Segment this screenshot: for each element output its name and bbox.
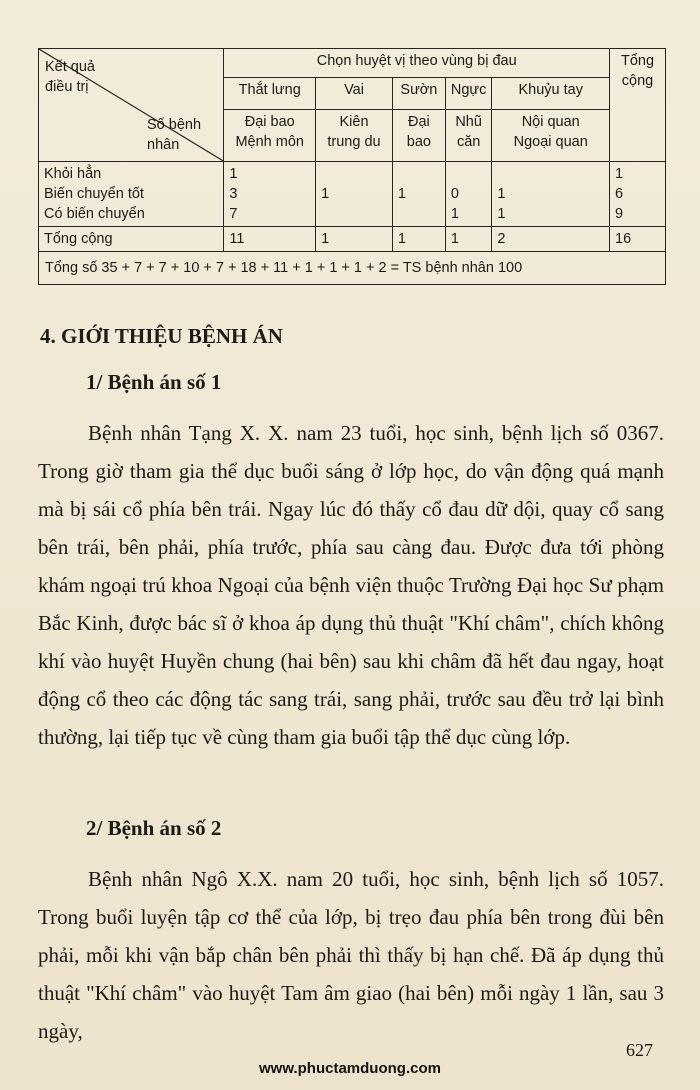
table-cell — [451, 164, 487, 184]
total-header-line1: Tổng — [620, 53, 655, 69]
point-header — [224, 109, 316, 161]
table-cell — [398, 164, 440, 184]
corner-patients-label — [147, 115, 201, 155]
group-header: Chọn huyệt vị theo vùng bị đau — [224, 49, 610, 78]
section-heading: 4. GIỚI THIỆU BỆNH ÁN — [40, 324, 283, 348]
results-table — [38, 48, 666, 285]
region-header: Vai — [316, 77, 393, 109]
corner-result-line1: Kết quả — [45, 59, 95, 75]
outcome-values — [392, 162, 445, 227]
table-cell: 7 — [229, 206, 238, 222]
table-cell — [497, 164, 604, 184]
outcome-label: Biến chuyển tốt — [44, 186, 144, 202]
table-row-grand-total — [39, 252, 666, 285]
table-cell: 1 — [497, 186, 506, 202]
outcome-label: Có biến chuyển — [44, 206, 145, 222]
point-name: Ngoại quan — [513, 133, 588, 150]
point-name: Kiên — [339, 113, 369, 130]
case1-title: 1/ Bệnh án số 1 — [86, 370, 222, 394]
corner-result-line2: điều trị — [45, 79, 89, 95]
table-cell: 9 — [615, 206, 624, 222]
point-name: trung du — [327, 133, 381, 150]
total-header-line2: cộng — [621, 73, 654, 89]
outcome-values — [445, 162, 492, 227]
table-cell: 1 — [397, 186, 406, 202]
point-header — [492, 109, 610, 161]
table-cell — [321, 204, 387, 224]
table-cell: 1 — [392, 227, 445, 252]
point-name: căn — [456, 133, 481, 150]
region-header: Sườn — [392, 77, 445, 109]
table-cell: 1 — [229, 166, 238, 182]
point-header — [445, 109, 492, 161]
table-row-sum — [39, 227, 666, 252]
outcome-values — [316, 162, 393, 227]
footer-website: www.phuctamduong.com — [259, 1060, 441, 1077]
table-cell: 6 — [615, 186, 624, 202]
table-cell: 1 — [321, 186, 330, 202]
case2-title: 2/ Bệnh án số 2 — [86, 816, 222, 840]
table-cell: 1 — [497, 206, 506, 222]
table-cell: 3 — [229, 186, 238, 202]
point-name: Mệnh môn — [235, 133, 304, 150]
case1-text: Bệnh nhân Tạng X. X. nam 23 tuổi, học sinh, bệnh lịch số 0367. Trong giờ tham gia thể dục buổi sáng ở lớp học, do vận động quá mạnh mà bị sái cổ phía bên trái. Ngay lúc đó thấy cổ đau dữ dội, quay cổ sang bên trái, bên phải, phía trước, phía sau càng đau. Được đưa tới phòng khám ngoại trú khoa Ngoại của bệnh viện thuộc Trường Đại học Sư phạm Bắc Kinh, được bác sĩ ở khoa áp dụng thủ thuật "Khí châm", chích không khí vào huyệt Huyền chung (hai bên) sau khi châm đã hết đau ngay, hoạt động cổ theo các động tác sang trái, sang phải, trước sau đều trở lại bình thường, lại tiếp tục về cùng tham gia buổi tập thể dục cùng lớp. — [38, 421, 664, 749]
table-cell: 11 — [224, 227, 316, 252]
table-cell: 1 — [445, 227, 492, 252]
corner-result-label — [45, 57, 95, 97]
point-name: bao — [406, 133, 431, 150]
table-cell — [321, 164, 387, 184]
point-name: Đại — [408, 113, 430, 130]
sum-label: Tổng cộng — [39, 227, 224, 252]
table-cell: 1 — [450, 206, 459, 222]
table-cell: 2 — [492, 227, 610, 252]
outcome-values — [610, 162, 666, 227]
outcome-values — [492, 162, 610, 227]
table-row-outcomes — [39, 162, 666, 227]
corner-patients-line2: nhân — [147, 137, 180, 153]
table-corner-header — [39, 49, 224, 162]
grand-total: Tổng số 35 + 7 + 7 + 10 + 7 + 18 + 11 + 1 + 1 + 1 + 2 = TS bệnh nhân 100 — [39, 252, 666, 285]
region-header: Ngực — [445, 77, 492, 109]
outcome-labels — [39, 162, 224, 227]
page-number: 627 — [626, 1040, 653, 1060]
table-cell: 16 — [610, 227, 666, 252]
table-cell — [398, 204, 440, 224]
region-header: Thắt lưng — [224, 77, 316, 109]
case2-text: Bệnh nhân Ngô X.X. nam 20 tuổi, học sinh, bệnh lịch số 1057. Trong buổi luyện tập cơ thể của lớp, bị trẹo đau phía bên trong đùi bên phải, mỗi khi vận bắp chân bên phải thì thấy bị hạn chế. Đã áp dụng thủ thuật "Khí châm" vào huyệt Tam âm giao (hai bên) mỗi ngày 1 lần, sau 3 ngày, — [38, 867, 664, 1043]
point-name: Đại bao — [244, 113, 295, 130]
point-header — [392, 109, 445, 161]
corner-patients-line1: Số bệnh — [147, 117, 202, 133]
point-name: Nội quan — [521, 113, 580, 130]
table-cell: 0 — [450, 186, 459, 202]
table-cell: 1 — [316, 227, 393, 252]
table-cell: 1 — [615, 166, 624, 182]
outcome-values — [224, 162, 316, 227]
outcome-label: Khỏi hẳn — [44, 166, 102, 182]
point-header — [316, 109, 393, 161]
total-header — [610, 49, 666, 162]
region-header: Khuỷu tay — [492, 77, 610, 109]
point-name: Nhũ — [455, 113, 482, 130]
